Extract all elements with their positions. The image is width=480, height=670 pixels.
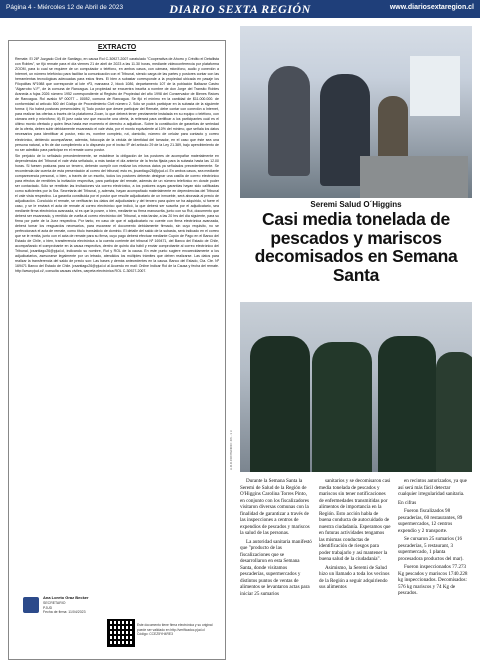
article-paragraph: Fueron inspeccionados 77.273 Kg pescados y mariscos 1740.228 kg inspeccionados. Decomisados: 576 kg mariscos y 74 Kg de pescados. — [398, 564, 468, 597]
vertical-note: A.R.D.CONTENIDO: 4/6 - 1 3 — [229, 430, 233, 470]
newspaper-title: DIARIO SEXTA REGIÓN — [169, 2, 311, 16]
verification-note: Este documento tiene firma electrónica y su original puede ser validado en http://verificadoc.pjud.cl Código: CCEZ5YH4RE3 — [137, 623, 213, 637]
article-paragraph: Se cursaron 25 sumarios (16 pescaderías, 5 restaurant, 3 supermercado, 1 planta procesadora productos del mar). — [398, 536, 464, 562]
extracto-box — [8, 40, 226, 660]
photo-inspection — [240, 26, 472, 198]
article-column-1 — [240, 478, 312, 599]
article-paragraph: Asimismo, la Seremi de Salud hizo un llamado a toda los vecinos de la Región a seguir adquiriendo sus alimentos — [319, 564, 390, 591]
article-paragraph: en recintos autorizados, ya que así será más fácil detectar cualquier irregularidad sanitaria. — [398, 478, 467, 498]
photo-sign — [410, 56, 460, 116]
signer-name: Ana Loreto Graz Becker — [43, 595, 89, 600]
page-header — [0, 0, 480, 18]
extracto-title: EXTRACTO — [97, 44, 137, 51]
extracto-paragraph: Remate. El 26º Juzgado Civil de Santiago, en causa Rol C-30927-2007 caratulado "Cooperativa de Ahorro y Crédito el Detallista con Robles", se fijó remate para el día viernes 21 de abril de 2023 a las 11.30 horas, mediante videoconferencia por plataforma ZOOM, para lo cual se requiere de un computador o teléfono, en ambos casos, con cámara, micrófono, audio y conexión a Internet, un número telefónico para facilitar la comunicación con el Tribunal, siendo carga de las partes y postores contar con las herramientas tecnológicas adecuadas para estos fines. El bien a subastar corresponde a la propiedad ubicada en pasaje los Filopolitas Nº1988 que corresponde al lote nº3, manzana 2, block 1086, departamento 107 de la población Baltazar Castro "Algarrobo V-F", de la comuna de Rancagua. La propiedad se encuentra inscrita a nombre de don Jorge del Transito Robles Araneda a fojas 2026 número 1952 correspondiente al Registro de Propiedad del año 1998 del Conservador de Bienes Raíces de Rancagua. Rol avalúo Nº 00077 – 00052, comuna de Rancagua. Se fijó el mínimo en la cantidad de $11.000.000. de conformidad al artículo 500 del Código de Procedimiento Civil número 2. Sólo se podrá participar en la subasta de la siguiente forma: i) No habrá posturas presenciales; ii) Todo postor que desee participar del Remate, debe contar con conexión a Internet, para realizar las ofertas a través de la plataforma Zoom, lo que deberá tener previamente instalada en su equipo o teléfono, con cámara web y micrófono; iii) El juez cada vez que escuche una oferta, la reiterará para certificar a los participantes cuál es el último monto ofertado y quien lleva hasta ese momento el derecho a adjudicar.- Sobre la constitución de garantías de seriedad de la oferta, deben subir debidamente escaneado el vale vista, por el monto equivalente al 10% del mínimo, que señala los datos necesarios para identificar al postor, esto es, nombre completo, rut, domicilio, número de celular para contacto y correo electrónico, debiendo acompañarse, además, fotocopia de la cédula de identidad del tomador, en el caso que éste sea una persona natural, a fin de dar cumplimiento a lo dispuesto por el inciso 5º del artículo 29 de la Ley 21.389, bajo apercibimiento de no ser admitido para participar en el remate como postor. — [15, 57, 219, 152]
extracto-body — [9, 51, 225, 274]
article-paragraph: Durante la Semana Santa la Seremi de Salud de la Región de O'Higgins Carolina Torres Pinto, en conjunto con los fiscalizadores visitaron diversas comunas con la finalidad de garantizar a través de las inspecciones a centros de expendios de pescados y mariscos la salud de las personas. — [240, 478, 310, 537]
photo-officer — [378, 336, 436, 472]
article-kicker: Seremi Salud O´Higgins — [310, 200, 402, 209]
article-paragraph: La autoridad sanitaria manifestó que "producto de las fiscalizaciones que se desarrollaron en esta Semana Santa, donde visitamos pescaderías, supermercados y distintos puntos de ventas de alimentos se levantaron actas para iniciar 25 sumarios — [240, 538, 312, 597]
photo-officials — [240, 302, 472, 472]
website-url[interactable]: www.diariosextaregion.cl — [389, 4, 474, 11]
signature-block — [15, 591, 221, 653]
article-headline: Casi media tonelada de pescados y mariscos decomisados en Semana Santa — [254, 209, 458, 286]
qr-code-icon — [107, 619, 135, 647]
photo-officer — [312, 342, 372, 472]
pjud-logo-icon — [23, 597, 39, 613]
article-column-2 — [319, 478, 391, 593]
photo-person — [268, 66, 310, 176]
article-paragraph: Fueron fiscalizados 98 pescaderías, 60 restaurantes, 89 supermercados, 12 centros expendio y 2 transporte. — [398, 508, 463, 534]
article-body — [240, 478, 472, 658]
article-column-3 — [398, 478, 470, 599]
article-paragraph: sanitarios y se decomisaron casi media tonelada de pescados y mariscos sin tener notificaciones de enfermedades transmitidas por alimentos de importancia en la Región. Esto acción habla de buena conducta de autocuidado de nuestra ciudadanía. Esperamos que en futuras actividades tengamos las mismas conductas de identificación de riesgos para poder trabajarlo y así mantener la buena salud de la ciudadanía". — [319, 478, 391, 563]
photo-officer — [250, 336, 310, 472]
article-subheading: En cifras — [398, 499, 417, 506]
photo-officer — [436, 352, 472, 472]
extracto-paragraph: Sin perjuicio de lo señalado precedentemente, se establece la obligación de los postores de acompañar materialmente en dependencias del Tribunal el vale vista señalado, a más tardar el día anterior de la fecha fijada para la subasta hasta las 12.00 horas. Si fuesen posturas para un tercero, deberán cumplir con realizar los mismos datos ya señalados precedentemente. Se recomienda dar cuenta de esta presentación al correo del tribunal; esto es, jcsantiago26@pjud.cl. En ambos casos, sea mediante comparecencia personal, o bien, a través de un escrito, todos los postores deberán designar una casilla de correo electrónico para efectos de remitirles la invitación respectiva, para participar del remate, además de un número telefónico en donde poder ser contactado. Sólo se remitirán las invitaciones vía correo electrónico, a los postores cuyas garantías hayan sido calificadas como suficientes por la Sra. Secretaria del Tribunal, y, además, hayan acompañado materialmente en dependencias del Tribunal el vale vista respectivo. La garantía constituida por el postor que resulte adjudicatario de un inmueble, será abonada al precio de adjudicación. Concluido el remate, se verificarán los datos del adjudicatario y del tercero para quien se ha adquirido, si fuere el caso, y se le enviará el acta de remate al correo electrónico que indicó, la que deberá ser suscrita por el adjudicatario, sea mediante firma electrónica avanzada, si es que la posee, o bien, mediante su firma manuscrita, junto con su Rut, documento que deberá ser escaneado, y remitido de vuelta al correo electrónico del Tribunal, a más tardar, a las 20 hrs del día siguiente, para su firma por parte de la Juez respectiva. Por tanto, en caso de que el adjudicatario no cuente con firma electrónica avanzada, deberá tomar los resguardos necesarios, para escanear el documento debidamente firmado, sin cuyo requisito, no se perfeccionará el acta de remate, como título translaticio de dominio. El detalle del saldo de la subasta, será indicado en el correo que se le remita, junto con el acta de remate para su firma, cuyo pago deberá efectuar mediante Cupón de Pago en el Banco del Estado de Chile, o bien, transferencia electrónica a la cuenta corriente del tribunal Nº 169471, del Banco del Estado de Chile, acompañando el comprobante en la causa respectiva, dentro de quinto día hábil y enviar comprobante al correo electrónico del Tribunal, jcsantiago26@pjud.cl, indicando su nombre, Rut y ROL de la causa. En este punto sugiere encarecidamente a los adjudicatarios, asesorarse legalmente por un letrado, atendidos los múltiples trámites que deben realizarse. Las datos para realizar la transferencia del saldo de precio son: Las bases y demás antecedentes en la causa. Banco del Estado, Cta. Cte. Nº 169471 Banco del Estado de Chile. jcsantiago26@pjud.cl al Acuerdo en mail: Online Indicar Rol de la Causa y fecha del remate. http://www.pjud.cl/, consulta causas civiles, carpeta electrónica ROL C-30927-2007. — [15, 153, 219, 274]
page-date: Página 4 - Miércoles 12 de Abril de 2023 — [6, 4, 124, 11]
signer-details: SECRETARIO PJUD Fecha de firma: 11/04/2023 — [43, 601, 86, 615]
photo-fish-crate — [360, 156, 468, 198]
